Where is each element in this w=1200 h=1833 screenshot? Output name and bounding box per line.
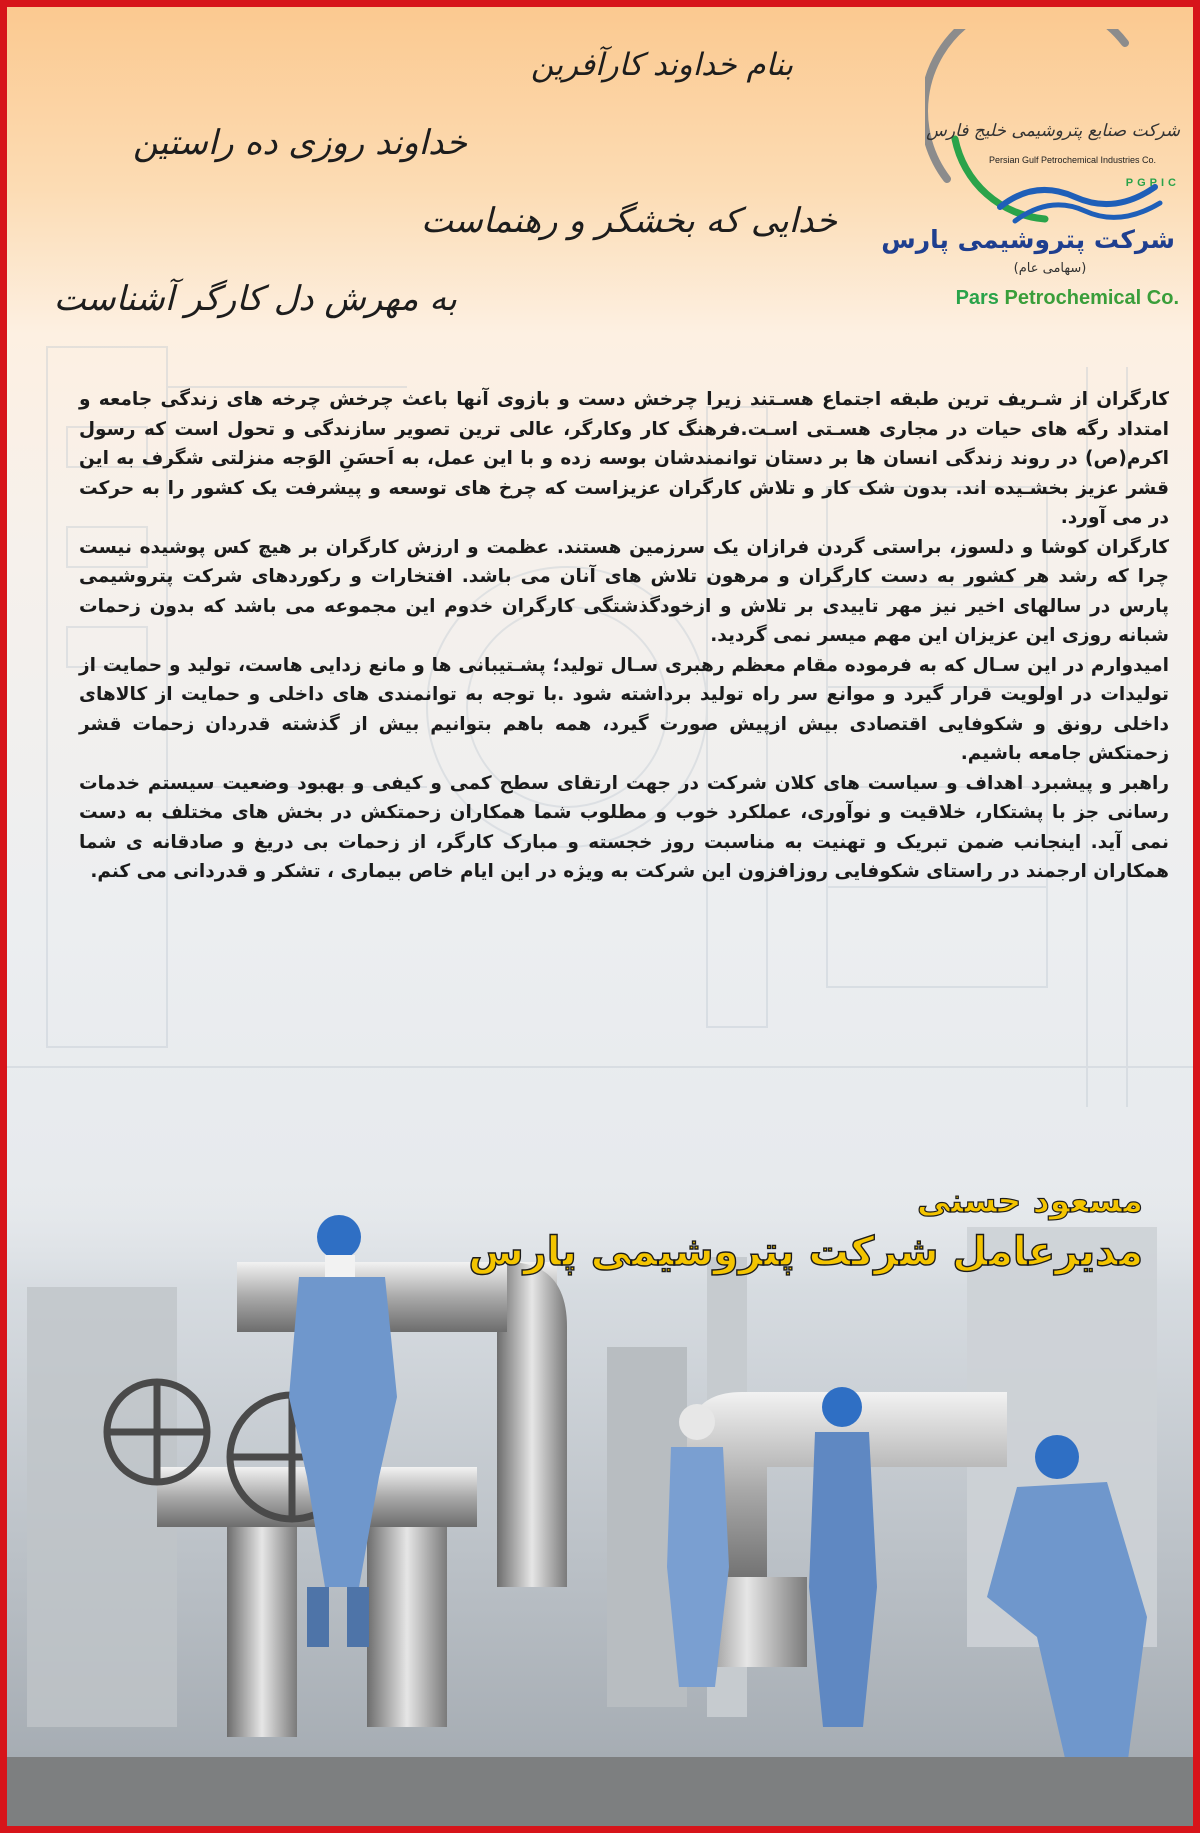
company-logo — [881, 29, 1180, 319]
logo-company-name-en — [929, 287, 1179, 310]
logo-parent-abbr: PGPIC — [1125, 177, 1180, 189]
body-paragraph: کارگران از شـریف ترین طبقه اجتماع هسـتند زیرا چرخش دست و بازوی آنها باعث چرخش چرخه های زندگی جامعه و امتداد رگه های حیات در مجاری هسـتی اسـت.فرهنگ کار وکارگر، عالی ترین تصویر سازندگی و تحول است که رسول اکرم(ص) در روند زندگی انسان ها بر دستان توانمندشان بوسه زده و با این عمل، به اَحسَنِ الوَجه منزلتی شگرف به این قشر عزیز بخشـیده اند. بدون شک کار و تلاش کارگران عزیزاست که چرخ های توسعه و پیشرفت یک کشور را به حرکت در می آورد. — [79, 389, 1169, 528]
logo-company-name-fa: شرکت پتروشیمی پارس — [881, 225, 1175, 254]
poem-line-2: خداوند روزی ده راستین — [132, 123, 467, 163]
signature-title: مدیرعامل شرکت پتروشیمی پارس — [468, 1229, 1143, 1275]
poem-line-4: به مهرش دل کارگر آشناست — [53, 279, 457, 319]
poem-line-3: خدایی که بخشگر و رهنماست — [421, 201, 837, 241]
body-paragraph: امیدوارم در این سـال که به فرموده مقام معظم رهبری سـال تولید؛ پشـتیبانی ها و مانع زدایی هاست، تولید و حمایت از تولیدات در اولویت قرار گیرد و موانع سر راه تولید برداشته شود .با توجه به توانمندی های داخلی و حمایت از کالاهای داخلی رونق و شکوفایی اقتصادی بیش ازپیش صورت گیرد، همه باهم بتوانیم بیش از گذشته قدردان زحمات قشر زحمتکش جامعه باشیم. — [79, 654, 1169, 764]
logo-company-name-en-2: Petrochemical Co. — [998, 287, 1179, 309]
signature-name: مسعود حسنی — [917, 1181, 1143, 1220]
logo-parent-name-en: Persian Gulf Petrochemical Industries Co. — [988, 155, 1157, 165]
logo-company-type: (سهامی عام) — [1013, 261, 1087, 276]
message-body — [79, 385, 1169, 887]
worker-center — [809, 1387, 877, 1727]
logo-parent-name-fa: شرکت صنایع پتروشیمی خلیج فارس — [926, 121, 1180, 141]
body-paragraph: کارگران کوشا و دلسوز، براستی گردن فرازان یک سرزمین هستند. عظمت و ارزش کارگران بر هیچ کس پوشیده نیست چرا که رشد هر کشور به دست کارگران و مرهون تلاش های آنان می باشد. افتخارات و رکوردهای شرکت پتروشیمی پارس در سالهای اخیر نیز مهر تاییدی بر تلاش و ازخودگذشتگی کارگران خدوم این مجموعه می باشد که بدون زحمات شبانه روزی این عزیزان این مهم میسر نمی گردید. — [79, 536, 1169, 646]
poem-line-1: بنام خداوند کارآفرین — [530, 47, 794, 83]
logo-company-name-en-1: Pars — [955, 287, 999, 309]
body-paragraph: راهبر و پیشبرد اهداف و سیاست های کلان شرکت در جهت ارتقای سطح کمی و کیفی و بهبود وضعیت سیستم خدمات رسانی جز با پشتکار، خلاقیت و نوآوری، عملکرد خوب و مطلوب شما همکاران زحمتکش در بخش های مختلف به دست نمی آید. اینجانب ضمن تبریک و تهنیت به مناسبت روز خجسته و مبارک کارگر، از زحمات بی دریغ و صادقانه ی شما همکاران ارجمند در راستای شکوفایی روزافزون این شرکت به ویژه در این ایام خاص بیماری ، تشکر و قدردانی می کنم. — [79, 772, 1169, 882]
